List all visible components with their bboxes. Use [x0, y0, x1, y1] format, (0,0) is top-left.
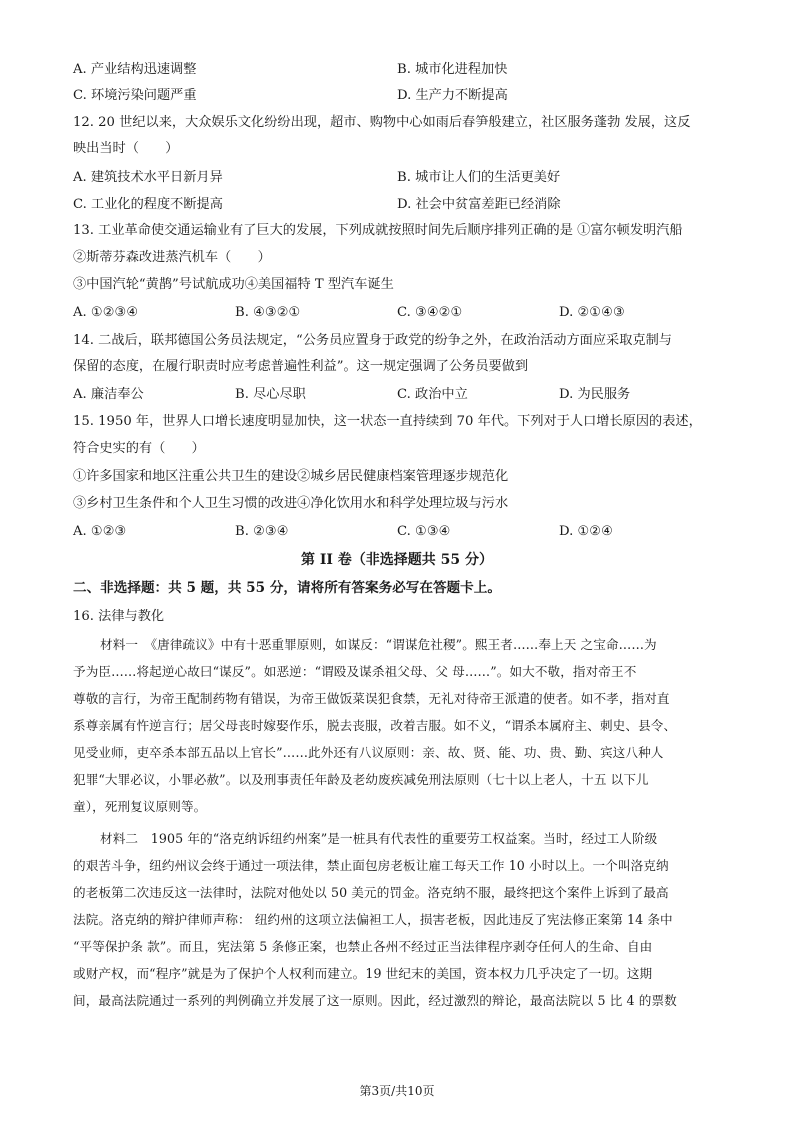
page-number: 第3页/共10页: [359, 1084, 435, 1098]
q12-option-d[interactable]: D. 社会中贫富差距已经消除: [397, 197, 561, 212]
q16-material1-line: 系尊亲属有忤逆言行；居父母丧时嫁娶作乐，脱去丧服，改着吉服。如不义，“谓杀本属府主、刺史、县令、: [73, 718, 677, 733]
q14-option-b[interactable]: B. 尽心尽职: [235, 387, 306, 402]
q12-stem-line2: 映出当时（ ）: [73, 141, 179, 156]
q14-option-a[interactable]: A. 廉洁奉公: [73, 387, 144, 402]
q12-stem-line1: 12. 20 世纪以来，大众娱乐文化纷纷出现，超市、购物中心如雨后春笋般建立，社区服务蓬勃 发展，这反: [73, 115, 691, 130]
q16-material2-line: 材料二 1905 年的“洛克纳诉纽约州案”是一桩具有代表性的重要劳工权益案。当时，经过工人阶级: [100, 831, 658, 846]
q14-option-c[interactable]: C. 政治中立: [397, 387, 468, 402]
section2-title: 第 II 卷（非选择题共 55 分）: [300, 552, 494, 568]
q16-material2-line: 的艰苦斗争，纽约州议会终于通过一项法律，禁止面包房老板让雇工每天工作 10 小时以上。一个叫洛克纳: [73, 858, 669, 873]
q16-material1-line: 尊敬的言行，为帝王配制药物有错误，为帝王做饭菜误犯食禁，无礼对待帝王派遣的使者。如不孝，指对直: [73, 691, 670, 706]
q11-option-c[interactable]: C. 环境污染问题严重: [73, 88, 197, 103]
q16-material2-line: 或财产权，而“程序”就是为了保护个人权利而建立。19 世纪末的美国，资本权力几乎决定了一切。这期: [73, 966, 653, 981]
q11-option-b[interactable]: B. 城市化进程加快: [397, 62, 508, 77]
q16-material2-line: 的老板第二次违反这一法律时，法院对他处以 50 美元的罚金。洛克纳不服，最终把这个案件上诉到了最高: [73, 885, 669, 900]
q14-stem-line1: 14. 二战后，联邦德国公务员法规定，“公务员应置身于政党的纷争之外，在政治活动方面应采取克制与: [73, 333, 672, 348]
q13-stem-line1: 13. 工业革命使交通运输业有了巨大的发展，下列成就按照时间先后顺序排列正确的是 ①富尔顿发明汽船: [73, 223, 683, 238]
q14-option-d[interactable]: D. 为民服务: [559, 387, 631, 402]
q15-stem-line1: 15. 1950 年，世界人口增长速度明显加快，这一状态一直持续到 70 年代。下列对于人口增长原因的表述，: [73, 414, 702, 429]
q13-option-d[interactable]: D. ②①④③: [559, 305, 625, 320]
q15-option-b[interactable]: B. ②③④: [235, 524, 289, 539]
q15-stem-line2: 符合史实的有（ ）: [73, 441, 205, 456]
q11-option-d[interactable]: D. 生产力不断提高: [397, 88, 508, 103]
q16-material2-line: 间，最高法院通过一系列的判例确立并发展了这一原则。因此，经过激烈的辩论，最高法院以 5 比 4 的票数: [73, 993, 677, 1008]
q14-stem-line2: 保留的态度，在履行职责时应考虑普遍性利益”。这一规定强调了公务员要做到: [73, 359, 529, 374]
q12-option-c[interactable]: C. 工业化的程度不断提高: [73, 197, 223, 212]
q13-option-b[interactable]: B. ④③②①: [235, 305, 301, 320]
part2-heading: 二、非选择题：共 5 题，共 55 分，请将所有答案务必写在答题卡上。: [73, 580, 501, 596]
q16-material1-line: 材料一 《唐律疏议》中有十恶重罪原则，如谋反：“谓谋危社稷”。熙王者……奉上天 之宝命……为: [100, 637, 657, 652]
q13-option-a[interactable]: A. ①②③④: [73, 305, 139, 320]
q16-material1-line: 童），死刑复议原则等。: [73, 799, 207, 814]
q12-option-b[interactable]: B. 城市让人们的生活更美好: [397, 170, 561, 185]
q15-stem-line4: ③乡村卫生条件和个人卫生习惯的改进④净化饮用水和科学处理垃圾与污水: [73, 496, 509, 511]
q13-option-c[interactable]: C. ③④②①: [397, 305, 463, 320]
q13-stem-line3: ③中国汽轮“黄鹊”号试航成功④美国福特 T 型汽车诞生: [73, 277, 394, 292]
q16-material1-line: 予为臣……将起逆心故曰“谋反”。如恶逆：“谓殴及谋杀祖父母、父 母……”。如大不敬，指对帝王不: [73, 664, 637, 679]
q16-material2-line: 法院。洛克纳的辩护律师声称： 纽约州的这项立法偏袒工人，损害老板，因此违反了宪法修正案第 14 条中: [73, 912, 673, 927]
q11-option-a[interactable]: A. 产业结构迅速调整: [73, 62, 197, 77]
q16-material1-line: 犯罪“大罪必议，小罪必赦”。以及刑事责任年龄及老幼废疾减免刑法原则（七十以上老人，十五 以下儿: [73, 772, 649, 787]
q15-option-a[interactable]: A. ①②③: [73, 524, 127, 539]
q16-title: 16. 法律与教化: [73, 609, 165, 624]
q15-stem-line3: ①许多国家和地区注重公共卫生的建设②城乡居民健康档案管理逐步规范化: [73, 469, 509, 484]
q12-option-a[interactable]: A. 建筑技术水平日新月异: [73, 170, 223, 185]
q13-stem-line2: ②斯蒂芬森改进蒸汽机车（ ）: [73, 250, 271, 265]
q15-option-d[interactable]: D. ①②④: [559, 524, 613, 539]
q16-material2-line: “平等保护条 款”。而且，宪法第 5 条修正案，也禁止各州不经过正当法律程序剥夺任何人的生命、自由: [73, 939, 653, 954]
q15-option-c[interactable]: C. ①③④: [397, 524, 451, 539]
q16-material1-line: 见受业师，吏卒杀本部五品以上官长”……此外还有八议原则：亲、故、贤、能、功、贵、勤、宾这八种人: [73, 745, 664, 760]
